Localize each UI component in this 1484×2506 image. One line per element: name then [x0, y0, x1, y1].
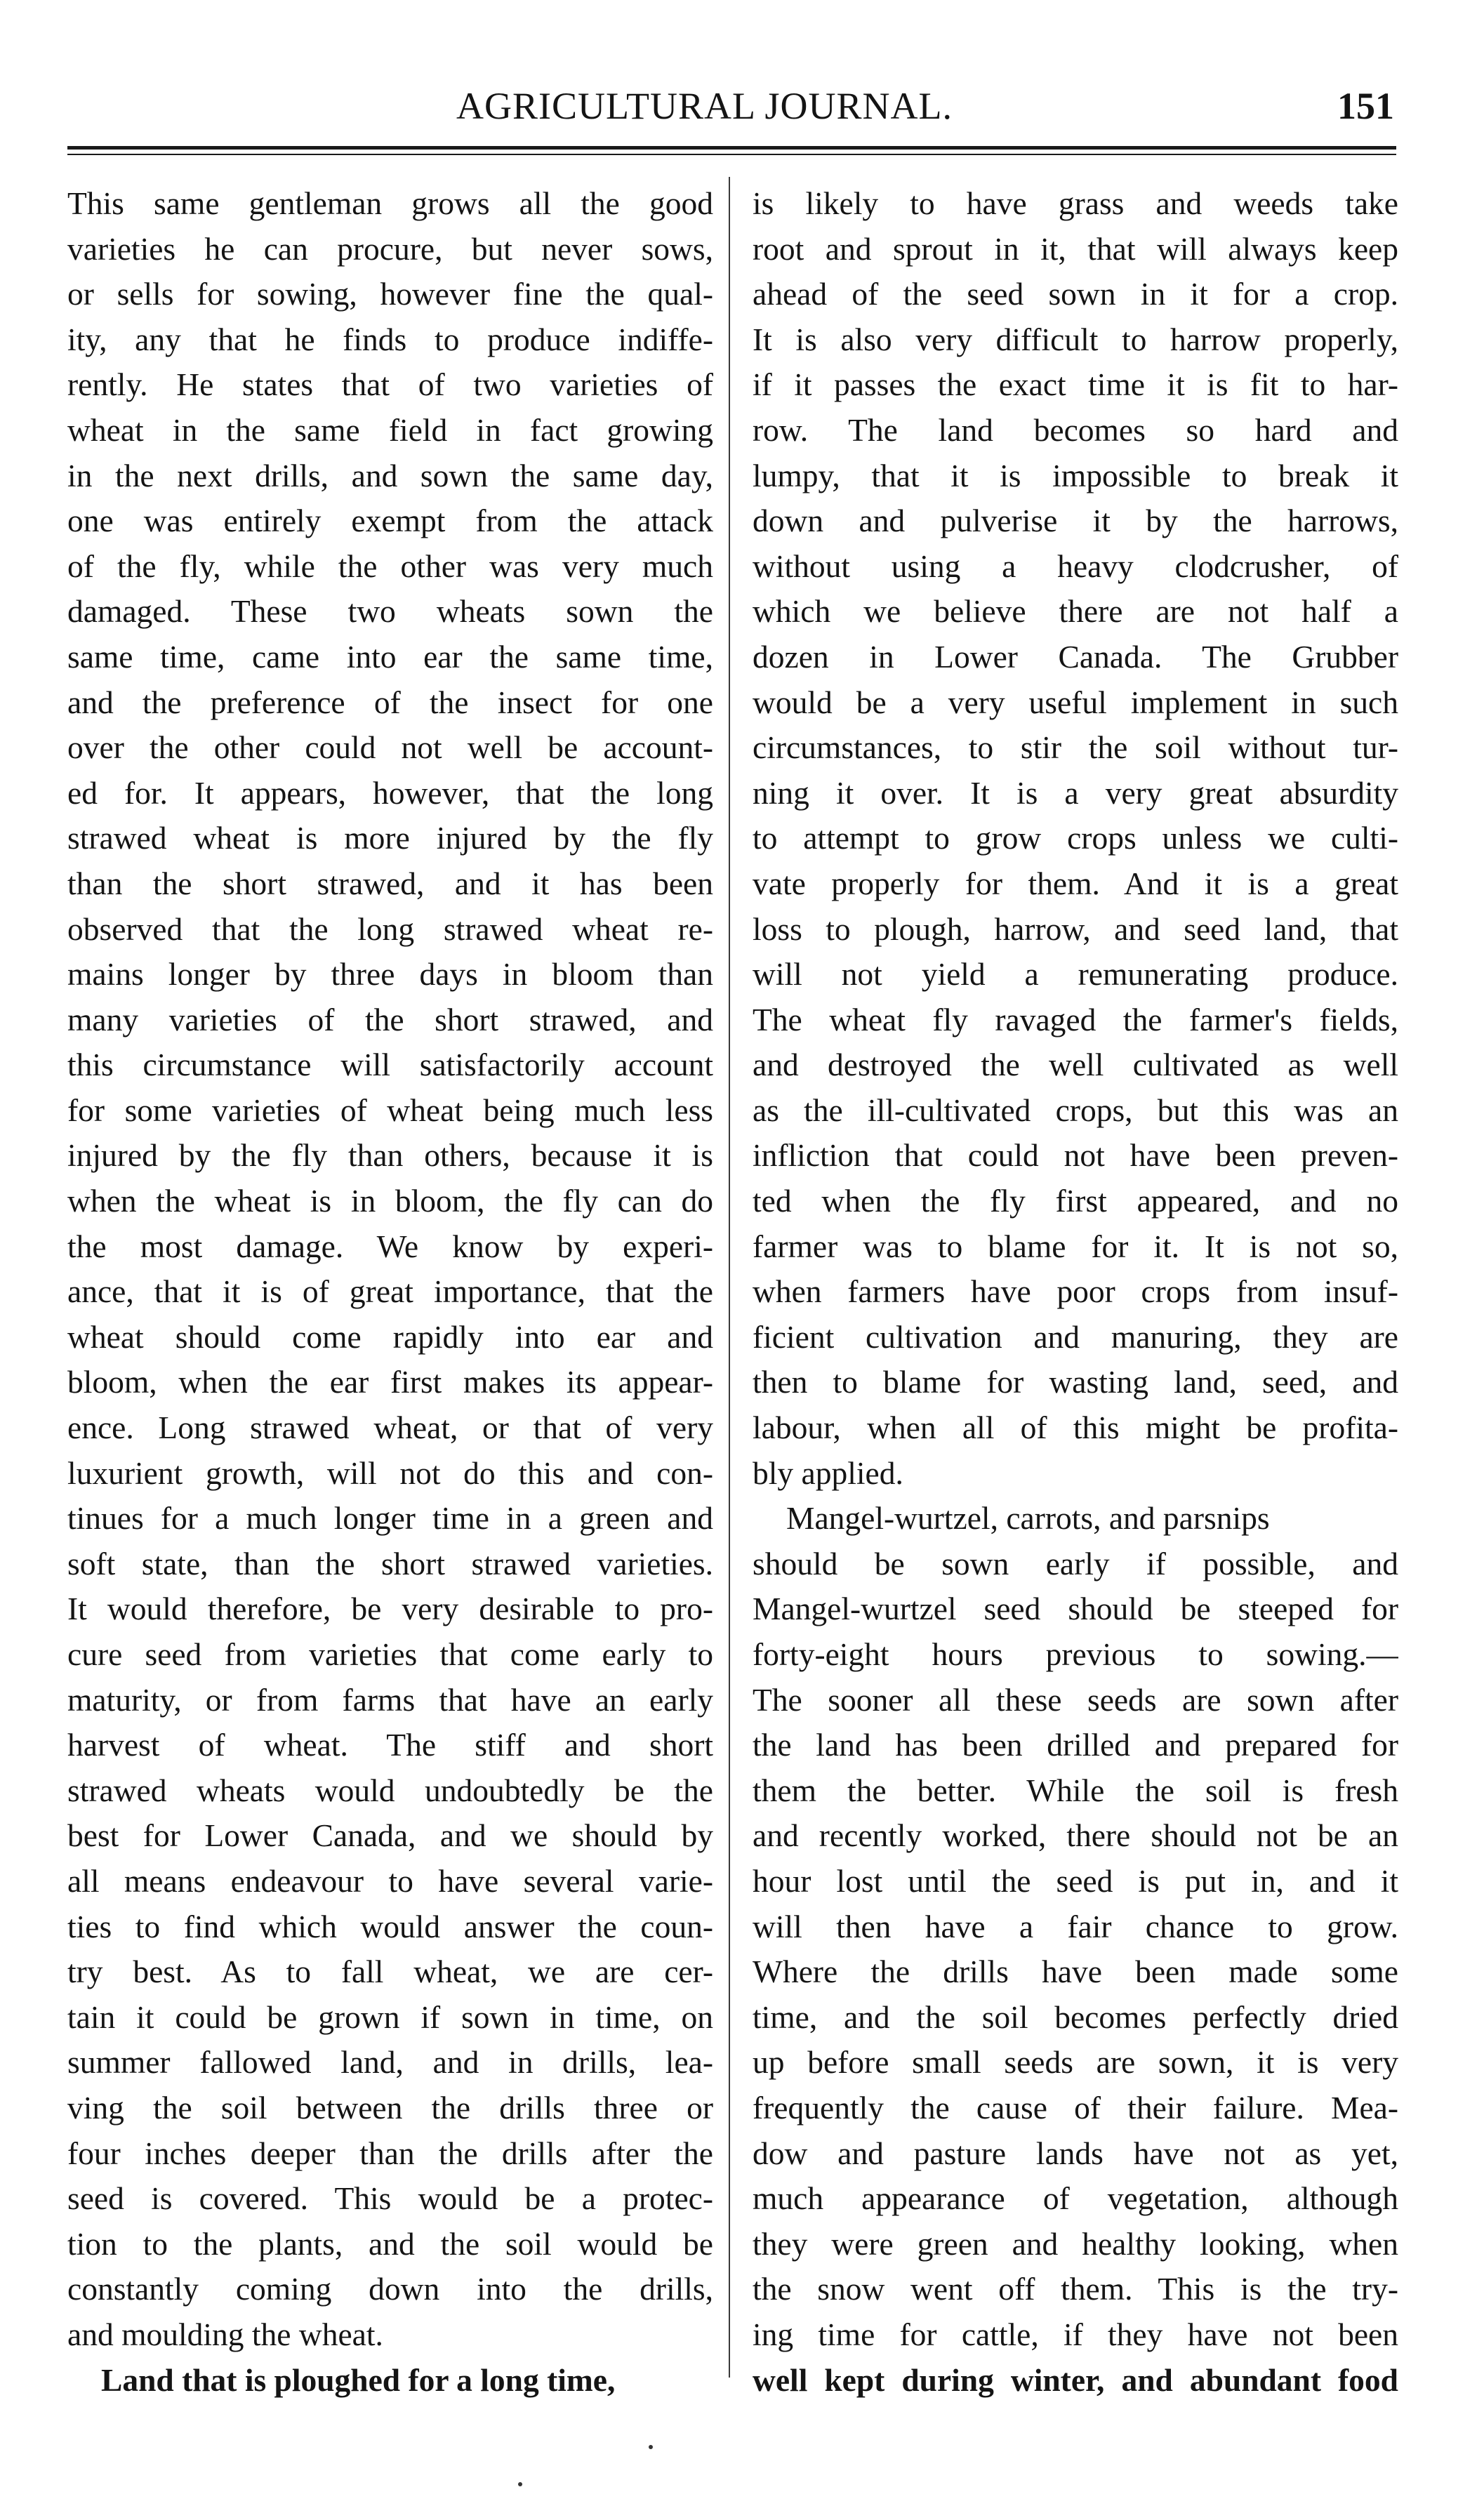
text-line: try best. As to fall wheat, we are cer-	[67, 1954, 713, 1990]
text-line: varieties he can procure, but never sows,	[67, 230, 713, 267]
text-line: ence. Long strawed wheat, or that of very	[67, 1410, 713, 1446]
text-line: luxurient growth, will not do this and con-	[67, 1454, 713, 1491]
text-line: ving the soil between the drills three or	[67, 2089, 713, 2126]
text-line: when farmers have poor crops from insuf-	[753, 1273, 1398, 1310]
text-line: Land that is ploughed for a long time,	[101, 2361, 616, 2398]
print-speck	[518, 2482, 522, 2486]
text-line: ahead of the seed sown in it for a crop.	[753, 276, 1398, 312]
text-line: ity, any that he finds to produce indiffe-	[67, 321, 713, 357]
text-line: all means endeavour to have several varie-	[67, 1862, 713, 1899]
text-line: tinues for a much longer time in a green and	[67, 1500, 713, 1537]
text-line: soft state, than the short strawed varieties.	[67, 1545, 713, 1582]
text-line: tion to the plants, and the soil would be	[67, 2225, 713, 2262]
text-line: harvest of wheat. The stiff and short	[67, 1727, 713, 1763]
text-line: then to blame for wasting land, seed, and	[753, 1364, 1398, 1400]
text-line: circumstances, to stir the soil without tur-	[753, 729, 1398, 766]
text-line: in the next drills, and sown the same day,	[67, 457, 713, 493]
running-title: AGRICULTURAL JOURNAL.	[456, 85, 953, 127]
text-line: Mangel-wurtzel, carrots, and parsnips	[786, 1500, 1270, 1537]
text-line: time, and the soil becomes perfectly dried	[753, 1998, 1398, 2035]
text-line: wheat in the same field in fact growing	[67, 411, 713, 448]
text-line: maturity, or from farms that have an early	[67, 1681, 713, 1718]
text-line: ties to find which would answer the coun-	[67, 1908, 713, 1944]
text-line: cure seed from varieties that come early to	[67, 1636, 713, 1672]
text-line: and destroyed the well cultivated as well	[753, 1047, 1398, 1083]
text-line: and recently worked, there should not be an	[753, 1817, 1398, 1854]
text-line: infliction that could not have been preven-	[753, 1137, 1398, 1174]
text-line: as the ill-cultivated crops, but this was an	[753, 1092, 1398, 1128]
column-divider	[729, 177, 730, 2378]
text-line: mains longer by three days in bloom than	[67, 956, 713, 993]
text-line: ing time for cattle, if they have not been	[753, 2316, 1398, 2352]
text-line: ning it over. It is a very great absurdity	[753, 774, 1398, 811]
text-line: bloom, when the ear first makes its appear-	[67, 1364, 713, 1400]
text-line: Where the drills have been made some	[753, 1954, 1398, 1990]
text-line: ted when the fly first appeared, and no	[753, 1183, 1398, 1219]
text-line: This same gentleman grows all the good	[67, 185, 713, 221]
text-line: Mangel-wurtzel seed should be steeped for	[753, 1591, 1398, 1627]
text-line: is likely to have grass and weeds take	[753, 185, 1398, 221]
text-line: of the fly, while the other was very much	[67, 548, 713, 584]
text-line: the most damage. We know by experi-	[67, 1228, 713, 1264]
text-line: down and pulverise it by the harrows,	[753, 503, 1398, 539]
text-line: tain it could be grown if sown in time, on	[67, 1998, 713, 2035]
text-line: strawed wheats would undoubtedly be the	[67, 1772, 713, 1808]
text-line: root and sprout in it, that will always keep	[753, 230, 1398, 267]
text-line: farmer was to blame for it. It is not so,	[753, 1228, 1398, 1264]
text-line: ficient cultivation and manuring, they are	[753, 1318, 1398, 1355]
text-line: hour lost until the seed is put in, and it	[753, 1862, 1398, 1899]
text-line: injured by the fly than others, because it is	[67, 1137, 713, 1174]
text-line: and the preference of the insect for one	[67, 684, 713, 720]
text-line: lumpy, that it is impossible to break it	[753, 457, 1398, 493]
text-line: The sooner all these seeds are sown after	[753, 1681, 1398, 1718]
text-line: wheat should come rapidly into ear and	[67, 1318, 713, 1355]
text-line: should be sown early if possible, and	[753, 1545, 1398, 1582]
left-column	[67, 181, 713, 2403]
text-line: which we believe there are not half a	[753, 593, 1398, 630]
text-line: them the better. While the soil is fresh	[753, 1772, 1398, 1808]
text-line: The wheat fly ravaged the farmer's fields,	[753, 1001, 1398, 1037]
text-line: when the wheat is in bloom, the fly can do	[67, 1183, 713, 1219]
text-line: frequently the cause of their failure. Mea-	[753, 2089, 1398, 2126]
text-line: for some varieties of wheat being much less	[67, 1092, 713, 1128]
text-line: one was entirely exempt from the attack	[67, 503, 713, 539]
text-line: constantly coming down into the drills,	[67, 2271, 713, 2307]
text-line: the snow went off them. This is the try-	[753, 2271, 1398, 2307]
text-line: best for Lower Canada, and we should by	[67, 1817, 713, 1854]
text-line: seed is covered. This would be a protec-	[67, 2180, 713, 2217]
text-line: dow and pasture lands have not as yet,	[753, 2135, 1398, 2171]
text-line: four inches deeper than the drills after the	[67, 2135, 713, 2171]
text-line: row. The land becomes so hard and	[753, 411, 1398, 448]
text-line: they were green and healthy looking, when	[753, 2225, 1398, 2262]
text-line: if it passes the exact time it is fit to har-	[753, 366, 1398, 403]
text-line: than the short strawed, and it has been	[67, 865, 713, 901]
text-line: to attempt to grow crops unless we culti-	[753, 820, 1398, 856]
text-line: this circumstance will satisfactorily account	[67, 1047, 713, 1083]
print-speck	[649, 2445, 653, 2449]
text-line: strawed wheat is more injured by the fly	[67, 820, 713, 856]
text-line: the land has been drilled and prepared for	[753, 1727, 1398, 1763]
text-line: without using a heavy clodcrusher, of	[753, 548, 1398, 584]
right-column	[753, 181, 1398, 2403]
text-line: ed for. It appears, however, that the long	[67, 774, 713, 811]
text-line: will not yield a remunerating produce.	[753, 956, 1398, 993]
text-line: and moulding the wheat.	[67, 2316, 383, 2352]
text-line: dozen in Lower Canada. The Grubber	[753, 638, 1398, 675]
text-line: well kept during winter, and abundant food	[753, 2361, 1398, 2398]
header-rule-thin	[67, 154, 1396, 155]
text-line: would be a very useful implement in such	[753, 684, 1398, 720]
text-line: It would therefore, be very desirable to pro-	[67, 1591, 713, 1627]
text-line: It is also very difficult to harrow properly,	[753, 321, 1398, 357]
page-number: 151	[1337, 85, 1394, 127]
header-rule-thick	[67, 146, 1396, 150]
text-line: forty-eight hours previous to sowing.—	[753, 1636, 1398, 1672]
text-line: up before small seeds are sown, it is very	[753, 2044, 1398, 2081]
text-line: will then have a fair chance to grow.	[753, 1908, 1398, 1944]
text-line: bly applied.	[753, 1454, 903, 1491]
text-line: over the other could not well be account-	[67, 729, 713, 766]
text-line: damaged. These two wheats sown the	[67, 593, 713, 630]
text-line: ance, that it is of great importance, that the	[67, 1273, 713, 1310]
text-line: rently. He states that of two varieties of	[67, 366, 713, 403]
text-line: labour, when all of this might be profita-	[753, 1410, 1398, 1446]
text-line: many varieties of the short strawed, and	[67, 1001, 713, 1037]
text-line: same time, came into ear the same time,	[67, 638, 713, 675]
text-line: observed that the long strawed wheat re-	[67, 910, 713, 947]
text-line: or sells for sowing, however fine the qual-	[67, 276, 713, 312]
text-line: much appearance of vegetation, although	[753, 2180, 1398, 2217]
text-line: loss to plough, harrow, and seed land, that	[753, 910, 1398, 947]
text-line: summer fallowed land, and in drills, lea-	[67, 2044, 713, 2081]
text-line: vate properly for them. And it is a great	[753, 865, 1398, 901]
